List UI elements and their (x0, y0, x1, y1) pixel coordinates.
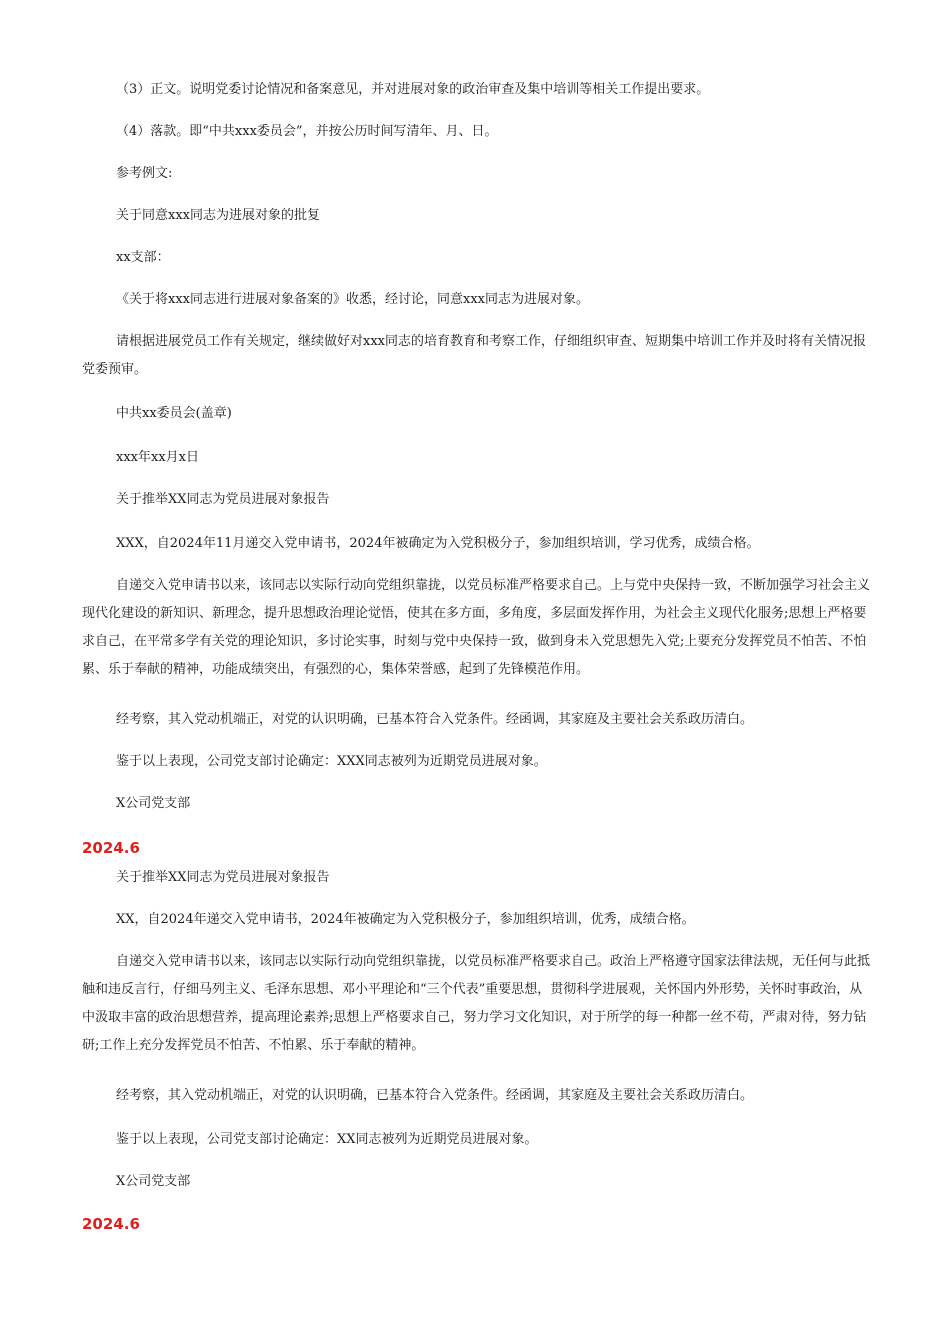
report-2-date: 2024.6 (82, 1215, 140, 1233)
paragraph-report-2-branch: X公司党支部 (116, 1174, 191, 1189)
paragraph-report-1-decision: 鉴于以上表现，公司党支部讨论确定：XXX同志被列为近期党员进展对象。 (116, 754, 547, 769)
paragraph-report-title-1: 关于推举XX同志为党员进展对象报告 (116, 492, 330, 507)
paragraph-report-1-branch: X公司党支部 (116, 796, 191, 811)
paragraph-report-title-2: 关于推举XX同志为党员进展对象报告 (116, 870, 330, 885)
report-1-date: 2024.6 (82, 839, 140, 857)
paragraph-report-2-intro: XX，自2024年递交入党申请书，2024年被确定为入党积极分子，参加组织培训，优秀，成绩合格。 (116, 912, 695, 927)
paragraph-example-heading: 参考例文: (116, 166, 173, 181)
paragraph-report-2-body: 自递交入党申请书以来，该同志以实际行动向党组织靠拢，以党员标准严格要求自己。政治上严格遵守国家法律法规，无任何与此抵触和违反言行，仔细马列主义、毛泽东思想、邓小平理论和“三个代表”重要思想，贯彻科学进展观，关怀国内外形势，关怀时事政治，从中汲取丰富的政治思想营养，提高理论素养;思想上严格要求自己，努力学习文化知识，对于所学的每一种都一丝不苟，严肃对待，努力钻研;工作上充分发挥党员不怕苦、不怕累、乐于奉献的精神。 (82, 954, 871, 1053)
paragraph-report-1-intro: XXX，自2024年11月递交入党申请书，2024年被确定为入党积极分子，参加组织培训，学习优秀，成绩合格。 (116, 536, 760, 551)
paragraph-reply-date: xxx年xx月x日 (116, 450, 199, 465)
paragraph-report-2-review: 经考察，其入党动机端正，对党的认识明确，已基本符合入党条件。经函调，其家庭及主要社会关系政历清白。 (116, 1088, 754, 1103)
paragraph-signature-rule: （4）落款。即“中共xxx委员会”，并按公历时间写清年、月、日。 (116, 124, 498, 139)
paragraph-report-1-body: 自递交入党申请书以来，该同志以实际行动向党组织靠拢，以党员标准严格要求自己。上与党中央保持一致，不断加强学习社会主义现代化建设的新知识、新理念，提升思想政治理论觉悟，使其在多方面，多角度，多层面发挥作用，为社会主义现代化服务;思想上严格要求自己，在平常多学有关党的理论知识，多讨论实事，时刻与党中央保持一致，做到身未入党思想先入党;上要充分发挥党员不怕苦、不怕累、乐于奉献的精神，功能成绩突出，有强烈的心，集体荣誉感，起到了先锋模范作用。 (82, 578, 871, 677)
paragraph-committee-seal: 中共xx委员会(盖章) (116, 406, 232, 421)
paragraph-main-text-rule: （3）正文。说明党委讨论情况和备案意见，并对进展对象的政治审查及集中培训等相关工作提出要求。 (116, 82, 710, 97)
paragraph-report-1-review: 经考察，其入党动机端正，对党的认识明确，已基本符合入党条件。经函调，其家庭及主要社会关系政历清白。 (116, 712, 754, 727)
paragraph-received: 《关于将xxx同志进行进展对象备案的》收悉，经讨论，同意xxx同志为进展对象。 (116, 292, 589, 307)
paragraph-report-2-decision: 鉴于以上表现，公司党支部讨论确定：XX同志被列为近期党员进展对象。 (116, 1132, 538, 1147)
paragraph-request: 请根据进展党员工作有关规定，继续做好对xxx同志的培育教育和考察工作，仔细组织审查、短期集中培训工作并及时将有关情况报党委预审。 (82, 334, 866, 377)
paragraph-addressee: xx支部： (116, 250, 170, 265)
paragraph-reply-title: 关于同意xxx同志为进展对象的批复 (116, 208, 320, 223)
